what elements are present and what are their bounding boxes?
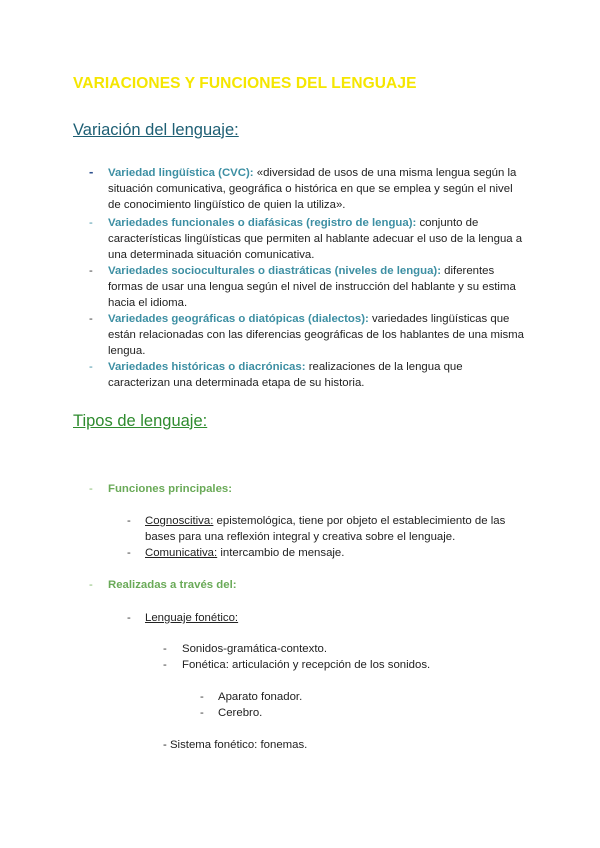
bullet-dash: - bbox=[127, 547, 131, 559]
document-title: VARIACIONES Y FUNCIONES DEL LENGUAJE bbox=[73, 75, 417, 92]
bullet-variedades-funcionales: Variedades funcionales o diafásicas (registro de lengua): conjunto de características lingüísticas que permiten al hablante adecuar el uso de la lengua a una determinada situación comunicativa. bbox=[108, 217, 523, 261]
bullet-dash: - bbox=[89, 164, 94, 179]
bullet-dash: - bbox=[89, 361, 93, 373]
section-heading-tipos: Tipos de lenguaje: bbox=[73, 412, 208, 430]
bullet-dash: - bbox=[89, 265, 93, 277]
bullet-variedades-geograficas: Variedades geográficas o diatópicas (dialectos): variedades lingüísticas que están relacionadas con las diferencias geográficas de los hablantes de una misma lengua. bbox=[108, 313, 525, 357]
bullet-dash: - bbox=[89, 313, 93, 325]
bullet-dash: - bbox=[89, 483, 93, 495]
section-heading-variacion: Variación del lenguaje: bbox=[73, 121, 239, 139]
bullet-dash: - bbox=[200, 707, 204, 719]
label-funciones-principales: Funciones principales: bbox=[108, 483, 233, 495]
bullet-dash: - bbox=[89, 217, 93, 229]
item-lenguaje-fonetico: Lenguaje fonético: bbox=[145, 612, 239, 624]
bullet-dash: - bbox=[200, 691, 204, 703]
label-realizadas: Realizadas a través del: bbox=[108, 579, 237, 591]
bullet-dash: - bbox=[163, 643, 167, 655]
bullet-dash: - bbox=[127, 515, 131, 527]
bullet-dash: - bbox=[163, 659, 167, 671]
subsubitem-cerebro: Cerebro. bbox=[218, 707, 263, 719]
bullet-variedades-socioculturales: Variedades socioculturales o diastráticas (niveles de lengua): diferentes formas de usar una lengua según el nivel de instrucción del hablante y su estima hacia el idioma. bbox=[108, 265, 516, 309]
bullet-variedades-historicas: Variedades históricas o diacrónicas: realizaciones de la lengua que caracterizan una determinada etapa de su historia. bbox=[108, 361, 463, 389]
subitem-sonidos: Sonidos-gramática-contexto. bbox=[182, 643, 327, 655]
bullet-variedad-linguistica: Variedad lingüística (CVC): «diversidad de usos de una misma lengua según la situación comunicativa, geográfica o histórica en que se emplea y según el nivel de conocimiento lingüístico de quien la utiliza». bbox=[108, 167, 517, 211]
item-sistema-fonetico: - Sistema fonético: fonemas. bbox=[163, 739, 308, 751]
bullet-dash: - bbox=[89, 579, 93, 591]
bullet-dash: - bbox=[127, 612, 131, 624]
subsubitem-aparato-fonador: Aparato fonador. bbox=[218, 691, 303, 703]
item-cognoscitiva: Cognoscitiva: epistemológica, tiene por objeto el establecimiento de las bases para una reflexión integral y creativa sobre el lenguaje. bbox=[145, 515, 506, 543]
subitem-fonetica: Fonética: articulación y recepción de los sonidos. bbox=[182, 659, 431, 671]
item-comunicativa: Comunicativa: intercambio de mensaje. bbox=[145, 547, 345, 559]
